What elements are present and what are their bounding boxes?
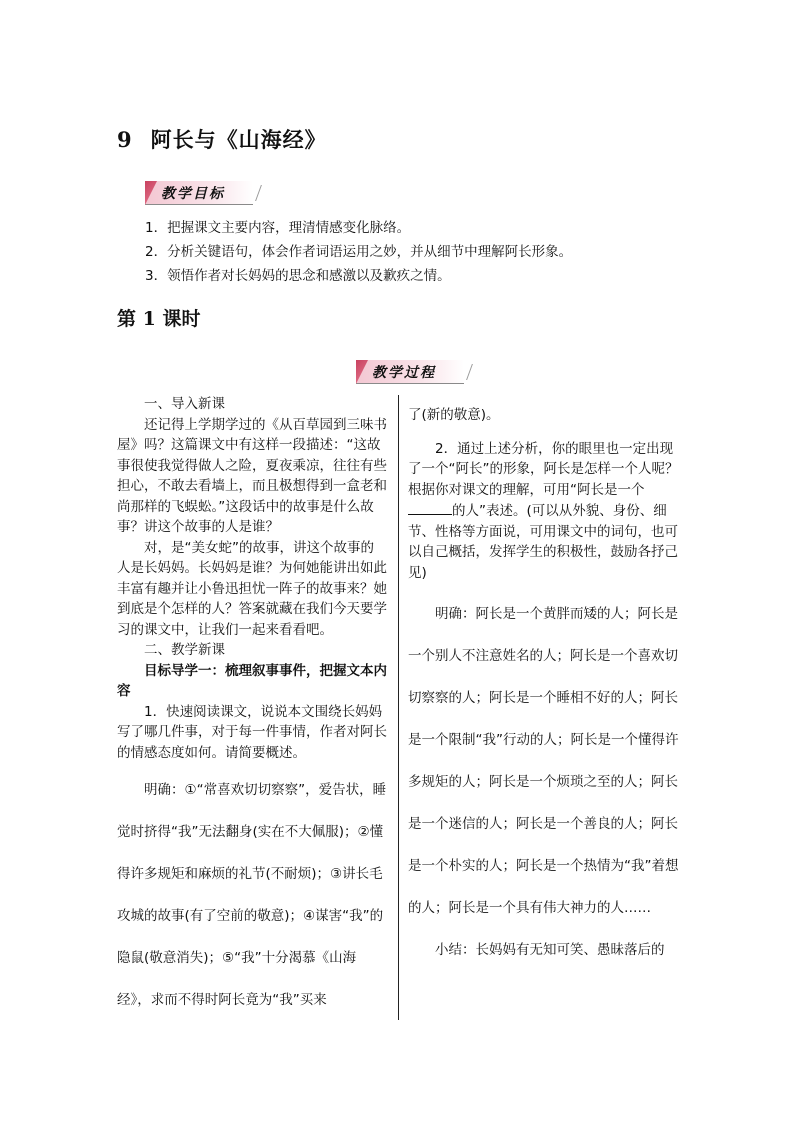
- question-2-text: 2．通过上述分析，你的眼里也一定出现了一个“阿长”的形象，阿长是怎样一个人呢？根据你对课文的理解，可用“阿长是一个: [408, 440, 679, 498]
- right-column: [408, 405, 680, 971]
- tag-tail-decoration: [458, 364, 473, 380]
- process-tag: [356, 360, 464, 384]
- goals-tag-label: 教学目标: [161, 185, 225, 202]
- lesson-number: 9: [117, 127, 133, 152]
- section-heading: 二、教学新课: [144, 642, 225, 658]
- goals-list: [145, 216, 572, 288]
- goals-tag: [145, 181, 253, 205]
- tag-mark-icon: [356, 360, 368, 384]
- goal-item: 3．领悟作者对长妈妈的思念和感激以及歉疚之情。: [145, 268, 451, 284]
- lesson-title: [117, 124, 327, 154]
- answer-2: 明确：阿长是一个黄胖而矮的人；阿长是一个别人不注意姓名的人；阿长是一个喜欢切切察察的人；阿长是一个睡相不好的人；阿长是一个限制“我”行动的人；阿长是一个懂得许多规矩的人；阿长是一个烦琐之至的人；阿长是一个迷信的人；阿长是一个善良的人；阿长是一个朴实的人；阿长是一个热情为“我”着想的人；阿长是一个具有伟大神力的人……: [408, 606, 679, 916]
- lesson-name: 阿长与《山海经》: [150, 127, 327, 152]
- column-divider: [398, 395, 399, 1020]
- left-column: [117, 394, 387, 1021]
- answer-1-continued: 了(新的敬意)。: [408, 407, 500, 423]
- question-1: 1．快速阅读课文，说说本文围绕长妈妈写了哪几件事，对于每一件事情，作者对阿长的情感态度如何。请简要概述。: [117, 703, 387, 761]
- goal-item: 2．分析关键语句，体会作者词语运用之妙，并从细节中理解阿长形象。: [145, 244, 573, 260]
- section-heading: 一、导入新课: [144, 396, 225, 412]
- intro-paragraph: 还记得上学期学过的《从百草园到三味书屋》吗？这篇课文中有这样一段描述：“这故事很使我觉得做人之险，夏夜乘凉，往往有些担心，不敢去看墙上，而且极想得到一盒老和尚那样的飞蜈蚣。”这段话中的故事是什么故事？讲这个故事的人是谁？: [117, 416, 387, 535]
- process-tag-label: 教学过程: [372, 364, 436, 381]
- fill-in-blank: [408, 500, 452, 515]
- summary: 小结：长妈妈有无知可笑、愚昧落后的: [435, 942, 665, 958]
- guide-heading: 目标导学一：梳理叙事事件，把握文本内容: [117, 662, 387, 699]
- question-2: [408, 439, 680, 584]
- period-title: 第 1 课时: [117, 308, 201, 330]
- tag-tail-decoration: [247, 185, 262, 201]
- tag-mark-icon: [145, 181, 157, 205]
- answer-1: 明确：①“常喜欢切切察察”，爱告状，睡觉时挤得“我”无法翻身(实在不大佩服)；②懂得许多规矩和麻烦的礼节(不耐烦)；③讲长毛攻城的故事(有了空前的敬意)；④谋害“我”的隐鼠(敬意消失)；⑤“我”十分渴慕《山海经》，求而不得时阿长竟为“我”买来: [117, 782, 387, 1008]
- question-2-text-rest: 的人”表述。(可以从外貌、身份、细节、性格等方面说，可用课文中的词句，也可以自己概括，发挥学生的积极性，鼓励各抒己见): [408, 503, 678, 581]
- goal-item: 1．把握课文主要内容，理清情感变化脉络。: [145, 220, 411, 236]
- intro-answer-paragraph: 对，是“美女蛇”的故事，讲这个故事的人是长妈妈。长妈妈是谁？为何她能讲出如此丰富有趣并让小鲁迅担忧一阵子的故事来？她到底是个怎样的人？答案就藏在我们今天要学习的课文中，让我们一起来看看吧。: [117, 539, 387, 638]
